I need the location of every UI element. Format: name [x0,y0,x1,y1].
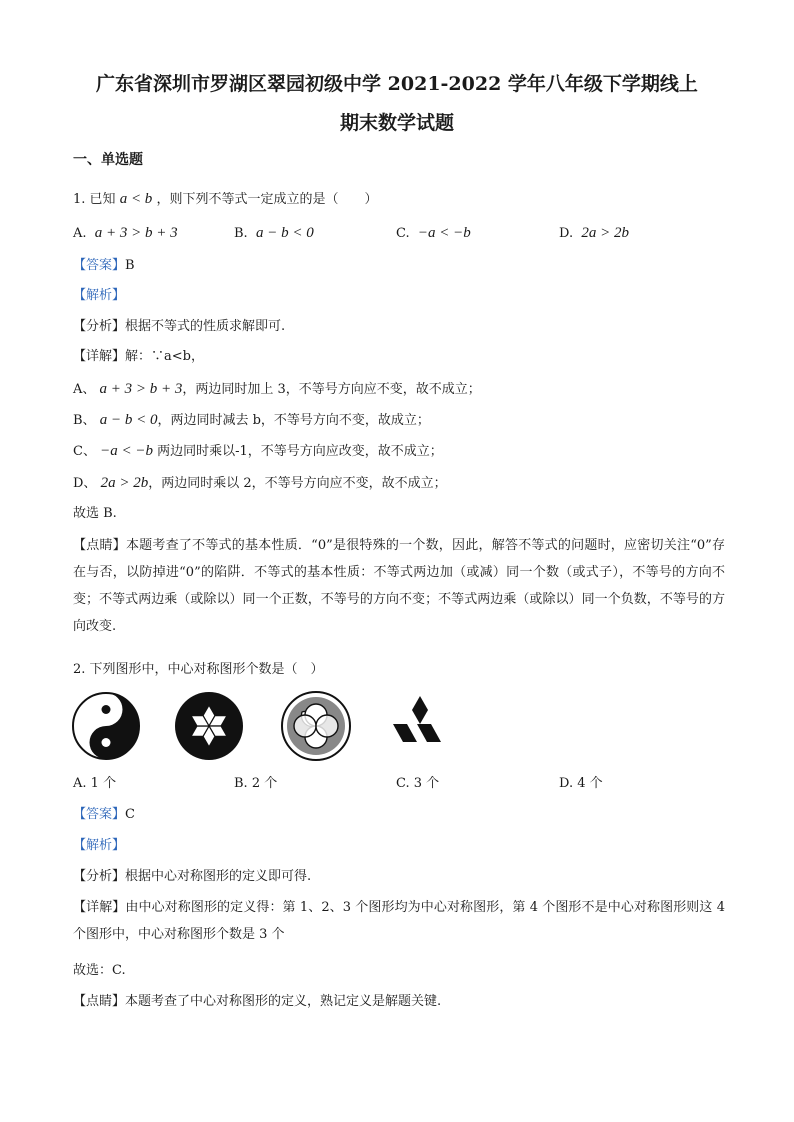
q2-analysis-tag: 【解析】 [73,838,126,853]
hexagram-rhombus-figure-icon [173,690,245,762]
q2-option-b-letter: B. [234,776,248,791]
q2-option-d-text: 4 个 [577,776,603,791]
q1-option-b [234,224,314,243]
q2-fenxi [73,868,311,886]
document-title-line1: 广东省深圳市罗湖区翠园初级中学 2021-2022 学年八年级下学期线上 [96,73,698,95]
q1-fenxi [73,318,285,336]
q2-option-b [234,775,277,793]
q1-review [73,532,725,640]
four-petal-figure-icon [280,690,352,762]
q2-answer [73,806,135,824]
q2-detail-tag: 【详解】 [73,900,126,915]
q1-option-a-letter: A. [73,226,87,241]
q1-stem [73,190,377,209]
q2-answer-value: C [125,807,135,822]
q1-option-b-expr: a − b < 0 [255,225,314,241]
q2-option-c-text: 3 个 [413,776,440,791]
q1-option-d-expr: 2a > 2b [581,225,629,241]
q1-option-b-letter: B. [234,226,248,241]
q1-option-a [73,224,178,243]
q1-detail-line-b [73,411,430,430]
q1-analysis-tag: 【解析】 [73,288,126,303]
q2-conclusion: 故选：C. [73,963,126,978]
q1-option-a-expr: a + 3 > b + 3 [94,225,178,241]
q1-review-text: 本题考查了不等式的基本性质．“0”是很特殊的一个数，因此，解答不等式的问题时，应密切关注“0”存在与否，以防掉进“0”的陷阱．不等式的基本性质：不等式两边加（或减）同一个数（或式子），不等号的方向不变；不等式两边乘（或除以）同一个正数，不等号的方向不变；不等式两边乘（或除以）同一个负数，不等号的方向改变. [73,538,725,634]
q2-detail [73,894,725,948]
q1-detail-d-prefix: D、 [73,476,97,491]
q1-answer [73,257,135,275]
section-heading-single-choice: 一、单选题 [73,152,143,168]
q1-detail-b-expr: a − b < 0 [99,412,158,428]
q2-option-c-letter: C. [396,776,410,791]
q1-detail-tag: 【详解】 [73,349,126,364]
q1-option-d [559,224,629,243]
q1-detail-line-c [73,442,443,461]
q2-option-d [559,775,603,793]
q1-detail-a-expr: a + 3 > b + 3 [99,381,183,397]
q2-review-tag: 【点睛】 [73,994,126,1009]
q2-option-a-letter: A. [73,776,87,791]
q1-detail-d-text: ，两边同时乘以 2，不等号方向应不变，故不成立； [148,476,447,491]
q1-detail-a-prefix: A、 [73,382,96,397]
q2-stem: 2. 下列图形中，中心对称图形个数是（ ） [73,662,324,677]
q2-fenxi-text: 根据中心对称图形的定义即可得. [125,869,312,884]
q1-fenxi-text: 根据不等式的性质求解即可. [125,319,286,334]
q1-stem-prefix: 1. 已知 [73,192,116,207]
q2-review-text: 本题考查了中心对称图形的定义，熟记定义是解题关键. [125,994,442,1009]
q1-answer-value: B [125,258,135,273]
q2-option-a-text: 1 个 [90,776,117,791]
q1-detail-b-text: ，两边同时减去 b，不等号方向不变，故成立； [157,413,430,428]
q1-detail-c-expr: −a < −b [100,443,153,459]
document-title-line2: 期末数学试题 [339,112,454,134]
q1-detail-text: 解：∵a<b， [125,349,204,364]
q2-figures [70,690,470,760]
q1-conclusion: 故选 B. [73,506,117,521]
q1-detail-d-expr: 2a > 2b [100,475,149,491]
q1-detail-line-d [73,474,447,493]
q1-option-c-letter: C. [396,226,410,241]
q1-fenxi-tag: 【分析】 [73,319,126,334]
q2-option-a [73,775,116,793]
q1-review-tag: 【点睛】 [73,538,126,553]
q1-stem-suffix: ，则下列不等式一定成立的是（ ） [156,192,378,207]
q1-detail-a-text: ，两边同时加上 3，不等号方向应不变，故不成立； [182,382,481,397]
q2-option-d-letter: D. [559,776,574,791]
q1-option-c-expr: −a < −b [417,225,471,241]
q2-option-c [396,775,439,793]
q2-review [73,993,441,1011]
q2-answer-tag: 【答案】 [73,807,126,822]
taiji-figure-icon [70,690,142,762]
q2-option-b-text: 2 个 [251,776,278,791]
q1-detail-c-prefix: C、 [73,444,96,459]
q1-stem-math: a < b [119,191,153,207]
q1-detail-b-prefix: B、 [73,413,96,428]
q1-answer-tag: 【答案】 [73,258,126,273]
q1-option-d-letter: D. [559,226,574,241]
q1-detail [73,348,204,366]
q1-option-c [396,224,471,243]
q1-detail-c-text: 两边同时乘以-1，不等号方向应改变，故不成立； [157,444,443,459]
q1-detail-line-a [73,380,481,399]
q2-detail-text: 由中心对称图形的定义得：第 1、2、3 个图形均为中心对称图形，第 4 个图形不是中心对称图形则这 4 个图形中，中心对称图形个数是 3 个 [73,900,725,942]
q2-fenxi-tag: 【分析】 [73,869,126,884]
three-diamond-figure-icon [384,690,456,762]
